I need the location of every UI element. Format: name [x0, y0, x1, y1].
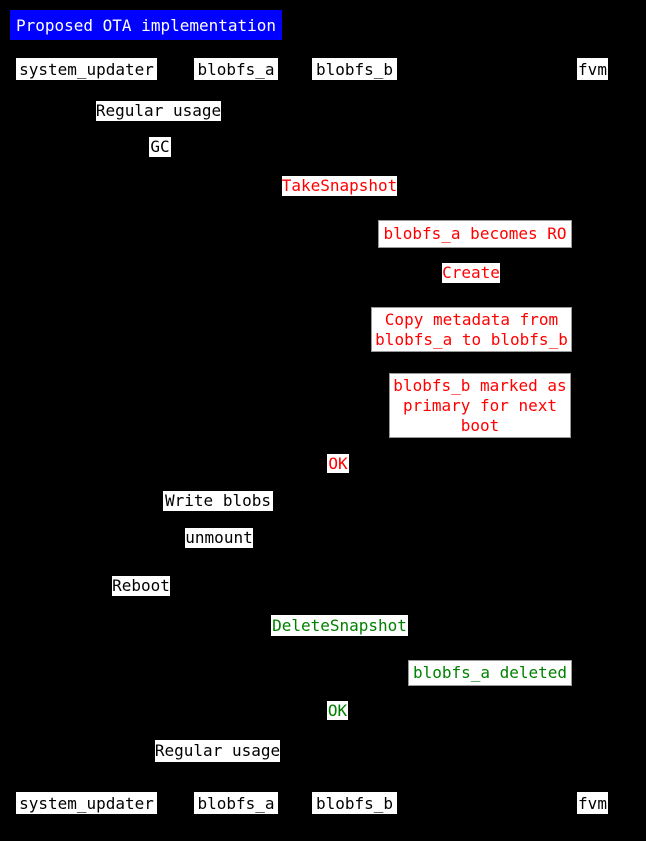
participant-blobfs-a-top: blobfs_a	[194, 58, 278, 80]
participant-blobfs-b-bottom: blobfs_b	[312, 792, 397, 814]
message-reboot: Reboot	[112, 576, 170, 595]
participant-blobfs-a-bottom: blobfs_a	[194, 792, 278, 814]
message-regular-usage-2: Regular usage	[154, 741, 281, 760]
message-create: Create	[442, 263, 500, 282]
participant-blobfs-b-top: blobfs_b	[312, 58, 397, 80]
participant-system-updater-top: system_updater	[16, 58, 157, 80]
message-ok-green: OK	[327, 700, 348, 720]
message-write-blobs: Write blobs	[163, 491, 273, 511]
message-take-snapshot: TakeSnapshot	[281, 176, 398, 195]
participant-fvm-bottom: fvm	[578, 793, 607, 813]
participant-system-updater-bottom: system_updater	[16, 792, 157, 814]
note-blobfs-a-becomes-ro: blobfs_a becomes RO	[378, 220, 572, 248]
note-blobfs-a-deleted: blobfs_a deleted	[408, 660, 572, 686]
participant-fvm-top: fvm	[578, 59, 607, 79]
message-unmount: unmount	[185, 528, 253, 547]
message-regular-usage: Regular usage	[95, 101, 222, 120]
message-delete-snapshot: DeleteSnapshot	[272, 615, 407, 635]
diagram-title: Proposed OTA implementation	[10, 10, 282, 40]
note-blobfs-b-primary: blobfs_b marked as primary for next boot	[389, 373, 571, 438]
message-ok-red: OK	[328, 453, 348, 473]
message-gc: GC	[150, 137, 170, 156]
note-copy-metadata: Copy metadata from blobfs_a to blobfs_b	[371, 307, 572, 352]
